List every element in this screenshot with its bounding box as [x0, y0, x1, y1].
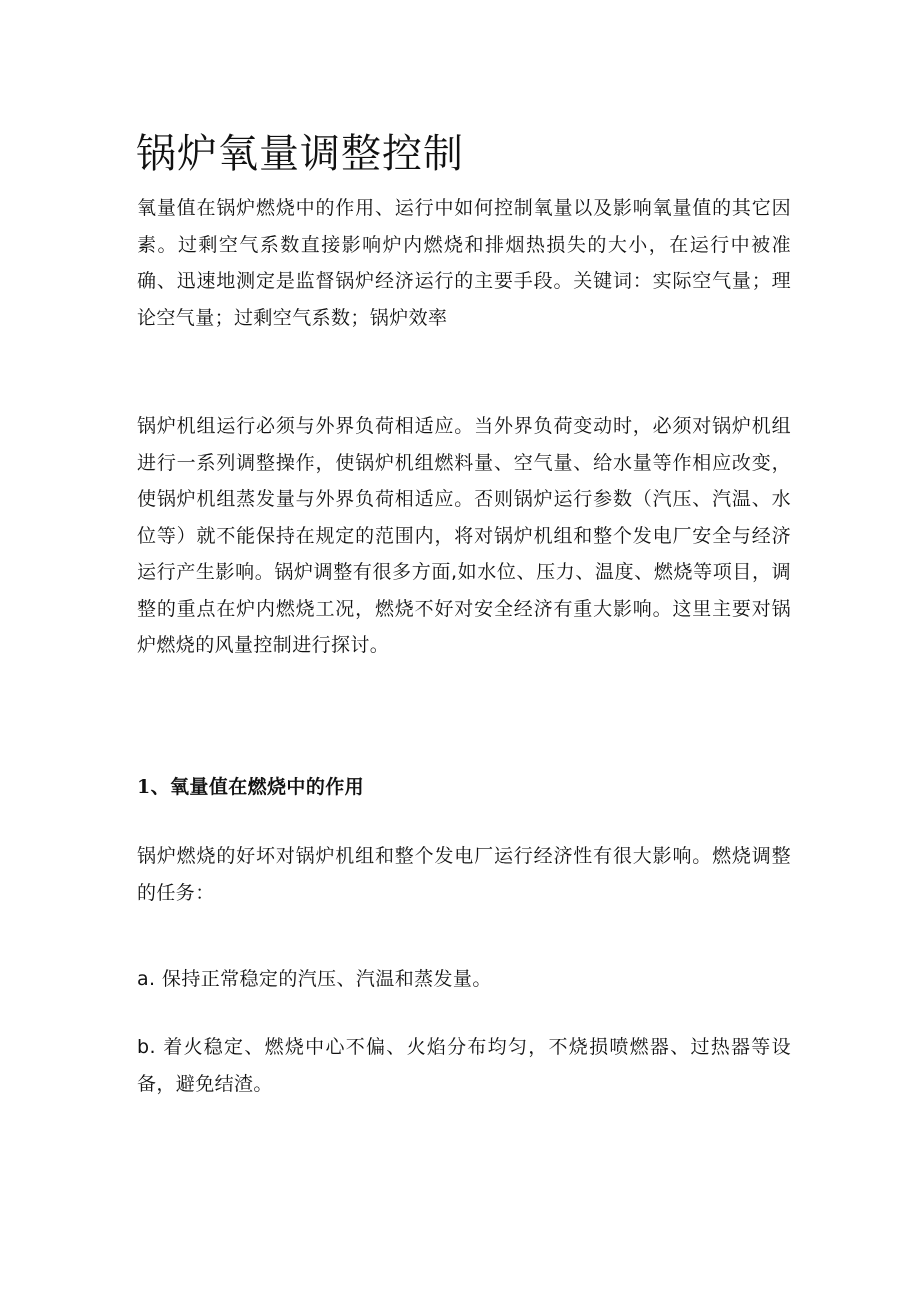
list-item-a: a. 保持正常稳定的汽压、汽温和蒸发量。 — [137, 968, 492, 990]
document-title: 锅炉氧量调整控制 — [136, 131, 464, 177]
abstract-paragraph: 氧量值在锅炉燃烧中的作用、运行中如何控制氧量以及影响氧量值的其它因素。过剩空气系数直接影响炉内燃烧和排烟热损失的大小，在运行中被准确、迅速地测定是监督锅炉经济运行的主要手段。关键词：实际空气量；理论空气量；过剩空气系数；锅炉效率 — [137, 197, 791, 329]
section-paragraph: 锅炉燃烧的好坏对锅炉机组和整个发电厂运行经济性有很大影响。燃烧调整的任务： — [137, 845, 791, 904]
intro-paragraph: 锅炉机组运行必须与外界负荷相适应。当外界负荷变动时，必须对锅炉机组进行一系列调整操作，使锅炉机组燃料量、空气量、给水量等作相应改变，使锅炉机组蒸发量与外界负荷相适应。否则锅炉运行参数（汽压、汽温、水位等）就不能保持在规定的范围内，将对锅炉机组和整个发电厂安全与经济运行产生影响。锅炉调整有很多方面,如水位、压力、温度、燃烧等项目，调整的重点在炉内燃烧工况，燃烧不好对安全经济有重大影响。这里主要对锅炉燃烧的风量控制进行探讨。 — [137, 415, 791, 656]
list-item-b: b. 着火稳定、燃烧中心不偏、火焰分布均匀，不烧损喷燃器、过热器等设备，避免结渣。 — [137, 1036, 791, 1095]
section-heading: 1、氧量值在燃烧中的作用 — [137, 776, 365, 798]
